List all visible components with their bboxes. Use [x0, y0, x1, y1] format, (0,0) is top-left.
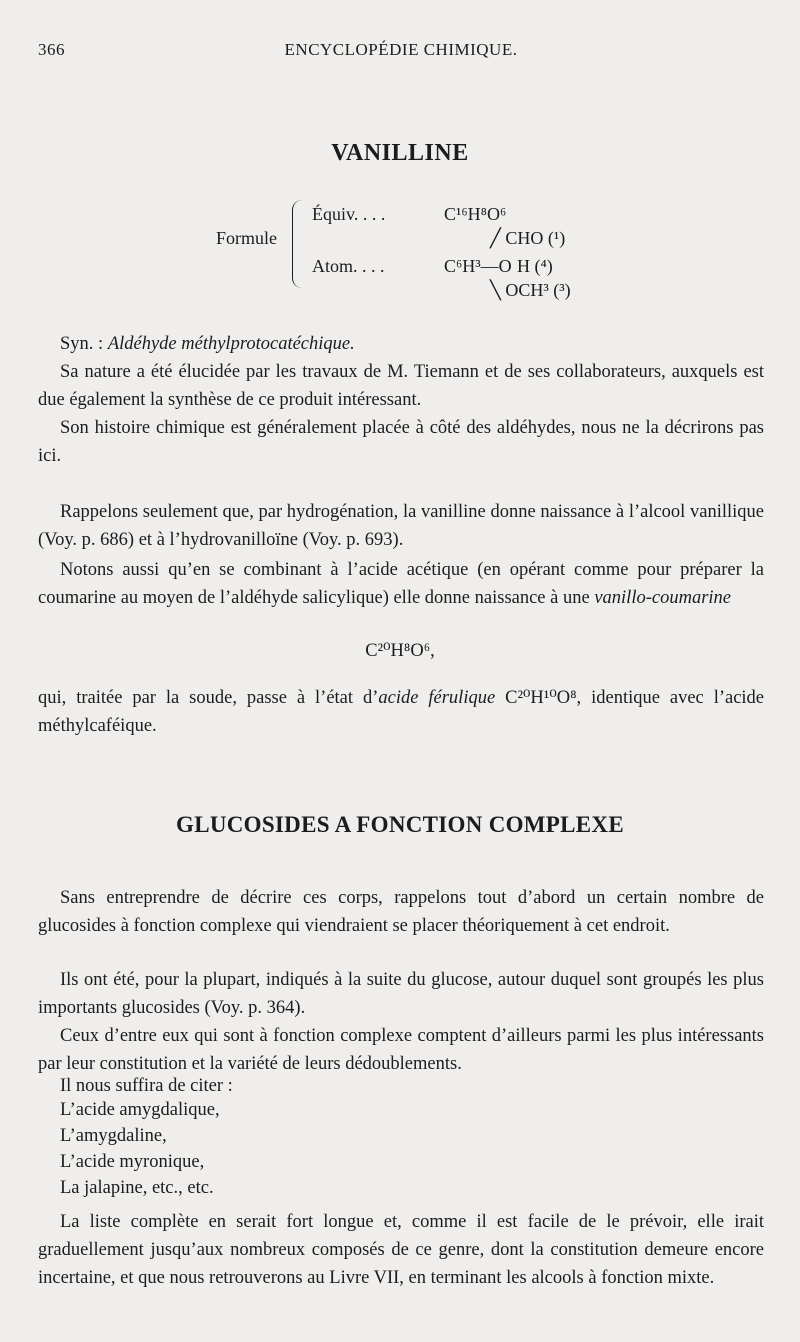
paragraph: Ceux d’entre eux qui sont à fonction complexe comptent d’ailleurs parmi les plus intéressants par leur constitution et la variété de leurs dédoublements. — [38, 1026, 764, 1074]
list-item: L’amygdaline, — [60, 1126, 167, 1146]
list-item: La jalapine, etc., etc. — [60, 1178, 214, 1198]
chemical-formula — [200, 198, 620, 308]
formula-equiv-value: C¹⁶H⁸O⁶ — [444, 204, 507, 224]
paragraph: Notons aussi qu’en se combinant à l’acide acétique (en opérant comme pour préparer la coumarine au moyen de l’aldéhyde salicylique) elle donne naissance à une vanillo-coumarine — [38, 560, 764, 608]
paragraph: Rappelons seulement que, par hydrogénation, la vanilline donne naissance à l’alcool vanillique (Voy. p. 686) et à l’hydrovanilloïne (Voy. p. 693). — [38, 502, 764, 550]
brace-icon — [292, 200, 303, 288]
paragraph: La liste complète en serait fort longue et, comme il est facile de le prévoir, elle irait graduellement jusqu’aux nombreux composés de ce genre, dont la constitution demeure encore incertaine, et que nous retrouverons au Livre VII, en terminant les alcools à fonction mixte. — [38, 1212, 764, 1288]
paragraph: Ils ont été, pour la plupart, indiqués à la suite du glucose, autour duquel sont groupés les plus importants glucosides (Voy. p. 364). — [38, 970, 764, 1018]
list-item: L’acide myronique, — [60, 1152, 205, 1172]
formula-equiv-label: Équiv. . . . — [312, 204, 386, 224]
page-header — [38, 40, 764, 64]
formula-substituent-och3: ╲ OCH³ (³) — [490, 280, 571, 300]
formula-substituent-cho: ╱ CHO (¹) — [490, 228, 566, 248]
paragraph: Son histoire chimique est généralement placée à côté des aldéhydes, nous ne la décrirons pas ici. — [38, 418, 764, 466]
compound-name: vanillo-coumarine — [594, 588, 731, 608]
synonym-name: Aldéhyde méthylprotocatéchique. — [107, 334, 355, 354]
running-title: ENCYCLOPÉDIE CHIMIQUE. — [284, 40, 518, 59]
section-title: GLUCOSIDES A FONCTION COMPLEXE — [176, 812, 624, 837]
paragraph: Sans entreprendre de décrire ces corps, rappelons tout d’abord un certain nombre de glucosides à fonction complexe qui viendraient se placer théoriquement à cet endroit. — [38, 888, 764, 936]
formula-atom-core: C⁶H³—O — [444, 256, 512, 276]
formula-substituent-h: H (⁴) — [517, 256, 553, 276]
compound-name: acide férulique — [378, 688, 496, 708]
paragraph: Sa nature a été élucidée par les travaux de M. Tiemann et de ses collaborateurs, auxquels est due également la synthèse de ce produit intéressant. — [38, 362, 764, 410]
compound-formula: C²⁰H⁸O⁶, — [365, 641, 435, 661]
paragraph: Il nous suffira de citer : — [60, 1076, 233, 1096]
formula-label: Formule — [216, 228, 277, 248]
paragraph: qui, traitée par la soude, passe à l’état d’acide férulique C²⁰H¹⁰O⁸, identique avec l’acide méthylcaféique. — [38, 688, 765, 736]
synonym-line: Syn. : Aldéhyde méthylprotocatéchique. — [60, 334, 355, 354]
article-title: VANILLINE — [331, 140, 469, 166]
list-item: L’acide amygdalique, — [60, 1100, 220, 1120]
page-number: 366 — [38, 40, 65, 59]
formula-atom-label: Atom. . . . — [312, 256, 385, 276]
